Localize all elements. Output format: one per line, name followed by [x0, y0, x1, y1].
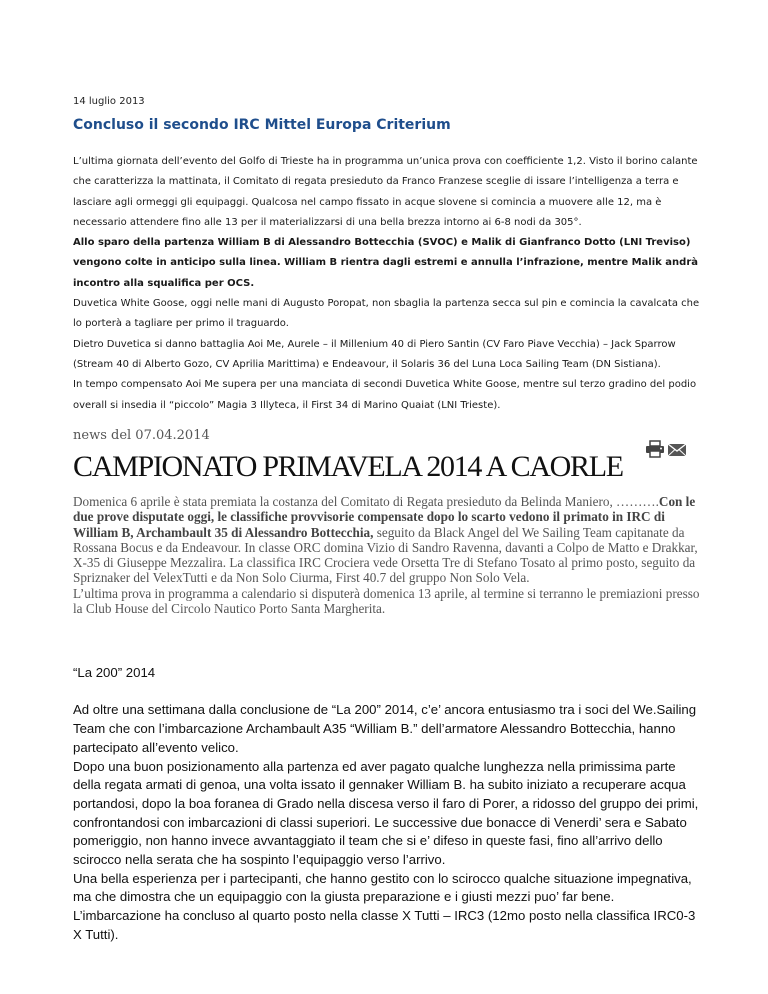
report-heading: “La 200” 2014	[73, 665, 156, 680]
paragraph: Una bella esperienza per i partecipanti, che hanno gestito con lo scirocco qualche situazione impegnativa, ma che dimostra che un equipaggio con la giusta preparazione e i giusti mezzi puo’ far bene. L’imbarcazione ha concluso al quarto posto nella classe X Tutti – IRC3 (12mo posto nella classifica IRC0-3 X Tutti).	[73, 870, 696, 942]
envelope-icon[interactable]	[667, 440, 687, 462]
paragraph: L’ultima giornata dell’evento del Golfo di Trieste ha in programma un’unica prova con coefficiente 1,2. Visto il borino calante che caratterizza la mattinata, il Comitato di regata presieduto da Franco Franzese sceglie di issare l’intelligenza a terra e lasciare agli ormeggi gli equipaggi. Qualcosa nel campo fissato in acque slovene si comincia a muovere alle 12, ma è necessario attendere fino alle 13 per il materializzarsi di una bella brezza intorno ai 6-8 nodi da 305°.	[73, 156, 698, 228]
article-tools	[645, 440, 687, 462]
paragraph: Ad oltre una settimana dalla conclusione de “La 200” 2014, c’e’ ancora entusiasmo tra i soci del We.Sailing Team che con l’imbarcazione Archambault A35 “William B.” dell’armatore Alessandro Bottecchia, hanno partecipato all’evento velico.	[73, 702, 697, 755]
printer-icon[interactable]	[645, 440, 665, 462]
paragraph: Dopo una buon posizionamento alla partenza ed aver pagato qualche lunghezza nella primissima parte della regata armati di genoa, una volta issato il gennaker William B. ha subito iniziato a recuperare acqua portandosi, dopo la boa foranea di Grado nella discesa verso il faro di Porer, a ridosso del gruppo dei primi, confrontandosi con imbarcazioni di classi superiori. Le successive due bonacce di Venerdi’ sera e Sabato pomeriggio, non hanno invece avvantaggiato il team che si e’ difeso in queste fasi, fino all’arrivo dello scirocco nella serata che ha sospinto l’equipaggio verso l’arrivo.	[73, 758, 699, 868]
paragraph-bold: Allo sparo della partenza William B di Alessandro Bottecchia (SVOC) e Malik di Gianfranco Dotto (LNI Treviso) vengono colte in anticipo sulla linea. William B rientra dagli estremi e annulla l’infrazione, mentre Malik andrà incontro alla squalifica per OCS.	[73, 237, 698, 289]
paragraph-text: Domenica 6 aprile è stata premiata la costanza del Comitato di Regata presieduto da Belinda Maniero, ……….	[73, 494, 659, 509]
paragraph: Dietro Duvetica si danno battaglia Aoi Me, Aurele – il Millenium 40 di Piero Santin (CV Faro Piave Vecchia) – Jack Sparrow (Stream 40 di Alberto Gozo, CV Aprilia Marittima) e Endeavour, il Solaris 36 del Luna Loca Sailing Team (DN Sistiana).	[73, 338, 676, 370]
report-body	[73, 664, 703, 945]
news-date: news del 07.04.2014	[73, 428, 210, 443]
article-body	[73, 152, 708, 416]
paragraph: In tempo compensato Aoi Me supera per una manciata di secondi Duvetica White Goose, mentre sul terzo gradino del podio overall si insedia il “piccolo” Magia 3 Illyteca, il First 34 di Marino Quaiat (LNI Trieste).	[73, 379, 697, 411]
paragraph: Duvetica White Goose, oggi nelle mani di Augusto Poropat, non sbaglia la partenza secca sul pin e comincia la cavalcata che lo porterà a tagliare per primo il traguardo.	[73, 298, 700, 330]
paragraph: L’ultima prova in programma a calendario si disputerà domenica 13 aprile, al termine si terranno le premiazioni presso la Club House del Circolo Nautico Porto Santa Margherita.	[73, 585, 700, 617]
article-date: 14 luglio 2013	[73, 96, 145, 107]
news-body	[73, 494, 708, 616]
paragraph-bold-text: Con le due prove disputate oggi, le classifiche provvisorie compensate dopo lo scarto vedono il primato in IRC di William B, Archambault 35 di Alessandro Bottecchia,	[73, 494, 696, 540]
paragraph	[73, 494, 708, 586]
article-title[interactable]: Concluso il secondo IRC Mittel Europa Criterium	[73, 117, 451, 133]
news-title: CAMPIONATO PRIMAVELA 2014 A CAORLE	[73, 450, 623, 483]
paragraph-text: seguito da Black Angel del We Sailing Team capitanate da Rossana Bocus e da Endeavour. In classe ORC domina Vizio di Sandro Ravenna, davanti a Colpo de Matto e Drakkar, X-35 di Giuseppe Mezzalira. La classifica IRC Crociera vede Orsetta Tre di Stefano Tosato al primo posto, seguito da Spriznaker del VelexTutti e da Non Solo Ciurma, First 40.7 del gruppo Non Solo Vela.	[73, 524, 698, 586]
